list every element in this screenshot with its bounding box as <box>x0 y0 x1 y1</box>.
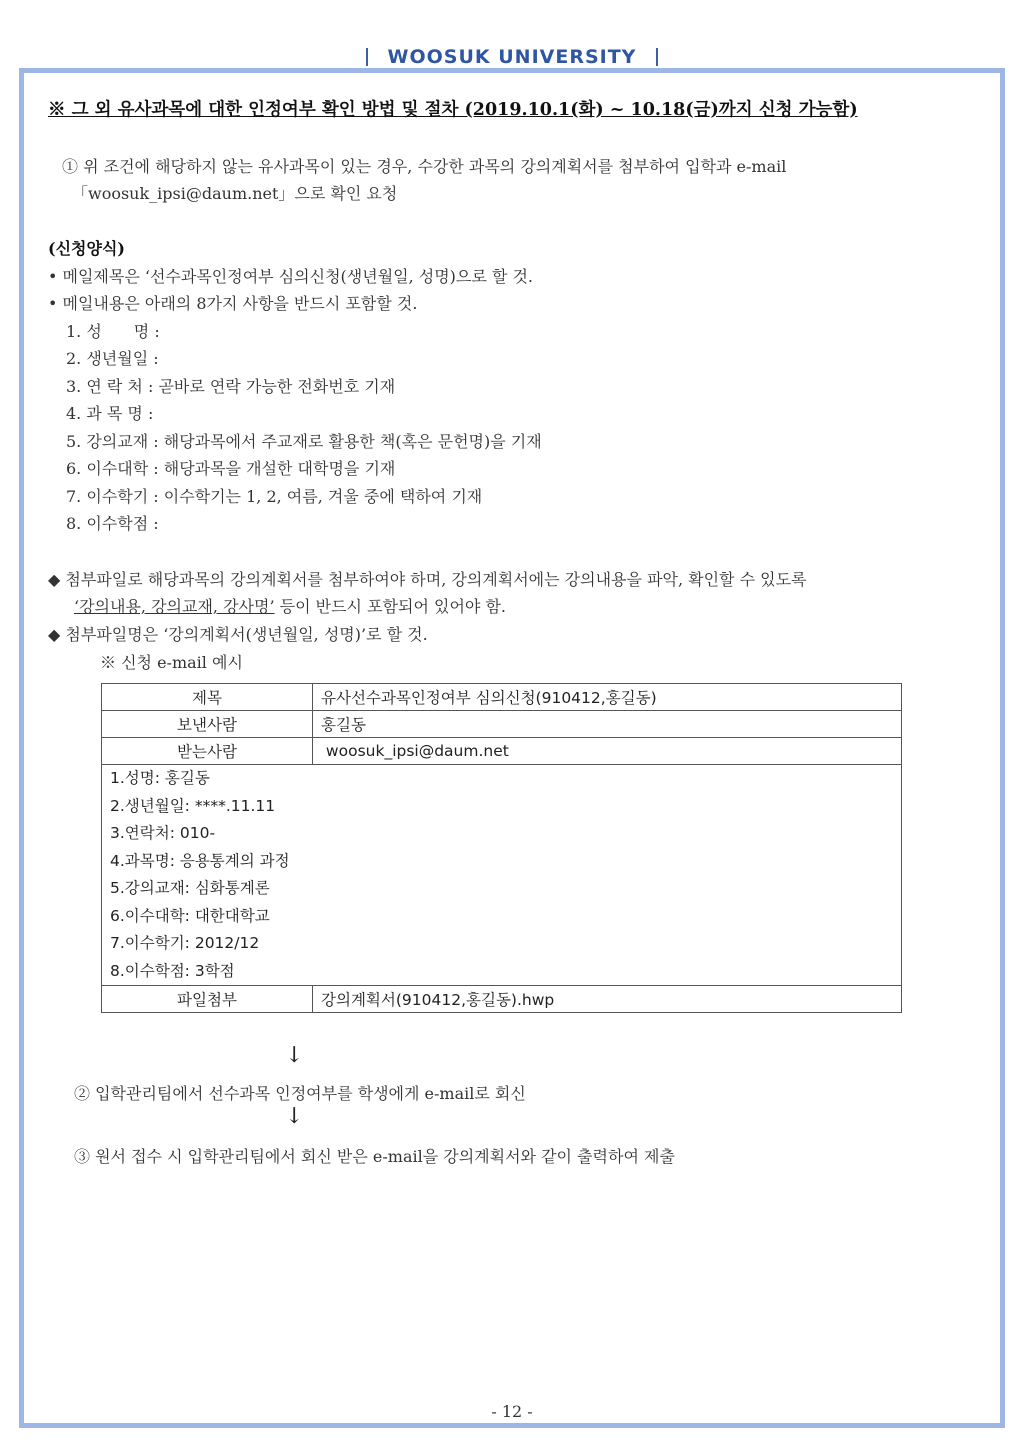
email-sender-row <box>102 711 902 738</box>
email-subject-label: 제목 <box>102 684 313 711</box>
email-recipient-label: 받는사람 <box>102 738 313 765</box>
step1-line1: ① 위 조건에 해당하지 않는 유사과목이 있는 경우, 수강한 과목의 강의계획서를 첨부하여 입학과 e-mail <box>62 157 787 176</box>
header-divider-right <box>656 48 658 66</box>
email-sender-value: 홍길동 <box>313 711 902 738</box>
email-body-line: 4.과목명: 응용통계의 과정 <box>110 851 290 870</box>
email-recipient-value: woosuk_ipsi@daum.net <box>313 738 902 765</box>
step1-line2: 「woosuk_ipsi@daum.net」으로 확인 요청 <box>72 184 398 203</box>
page-header <box>0 44 1024 70</box>
form-heading: (신청양식) <box>48 239 125 258</box>
header-divider-left <box>366 48 368 66</box>
email-sender-label: 보낸사람 <box>102 711 313 738</box>
email-recipient-row <box>102 738 902 765</box>
email-subject-value: 유사선수과목인정여부 심의신청(910412,홍길동) <box>313 684 902 711</box>
form-item-credits: 8. 이수학점 : <box>66 514 159 533</box>
down-arrow-icon: ↓ <box>285 1104 304 1129</box>
email-body-line: 7.이수학기: 2012/12 <box>110 934 260 952</box>
form-item-course-name: 4. 과 목 명 : <box>66 404 154 423</box>
form-bullet-content: • 메일내용은 아래의 8가지 사항을 반드시 포함할 것. <box>48 294 418 313</box>
form-item-semester: 7. 이수학기 : 이수학기는 1, 2, 여름, 겨울 중에 택하여 기재 <box>66 487 483 506</box>
email-body-line: 2.생년월일: ****.11.11 <box>110 796 276 815</box>
email-body-line: 1.성명: 홍길동 <box>110 769 210 787</box>
form-bullet-subject: • 메일제목은 ‘선수과목인정여부 심의신청(생년월일, 성명)으로 할 것. <box>48 267 534 286</box>
email-attachment-label: 파일첨부 <box>102 986 313 1013</box>
email-body-line: 6.이수대학: 대한대학교 <box>110 906 270 925</box>
email-subject-row <box>102 684 902 711</box>
form-item-birthdate: 2. 생년월일 : <box>66 349 159 368</box>
note-attachment-line2 <box>74 594 506 617</box>
form-item-university: 6. 이수대학 : 해당과목을 개설한 대학명을 기재 <box>66 459 396 478</box>
down-arrow-icon: ↓ <box>285 1043 304 1068</box>
note-attachment-line1: ◆ 첨부파일로 해당과목의 강의계획서를 첨부하여야 하며, 강의계획서에는 강의내용을 파악, 확인할 수 있도록 <box>48 570 807 589</box>
email-body-line: 5.강의교재: 심화통계론 <box>110 879 270 897</box>
email-body-line: 3.연락처: 010- <box>110 824 216 842</box>
university-name: WOOSUK UNIVERSITY <box>387 46 637 68</box>
step3-text: ③ 원서 접수 시 입학관리팀에서 회신 받은 e-mail을 강의계획서와 같이 출력하여 제출 <box>74 1147 675 1166</box>
form-item-contact: 3. 연 락 처 : 곧바로 연락 가능한 전화번호 기재 <box>66 377 396 396</box>
email-body <box>102 765 902 986</box>
form-item-textbook: 5. 강의교재 : 해당과목에서 주교재로 활용한 책(혹은 문헌명)을 기재 <box>66 432 542 451</box>
example-caption: ※ 신청 e-mail 예시 <box>100 653 243 672</box>
note-required-items: ‘강의내용, 강의교재, 강사명’ <box>74 597 275 616</box>
step2-text: ② 입학관리팀에서 선수과목 인정여부를 학생에게 e-mail로 회신 <box>74 1084 526 1103</box>
section-title: ※ 그 외 유사과목에 대한 인정여부 확인 방법 및 절차 (2019.10.1(화) ~ 10.18(금)까지 신청 가능함) <box>48 100 858 120</box>
note-filename: ◆ 첨부파일명은 ‘강의계획서(생년월일, 성명)’로 할 것. <box>48 625 428 644</box>
note-attachment-line2-rest: 등이 반드시 포함되어 있어야 함. <box>274 597 506 616</box>
email-body-line: 8.이수학점: 3학점 <box>110 961 235 980</box>
email-attachment-value: 강의계획서(910412,홍길동).hwp <box>313 986 902 1013</box>
example-email-table <box>101 683 902 1013</box>
email-body-row <box>102 765 902 986</box>
page-number: - 12 - <box>491 1402 533 1421</box>
email-attachment-row <box>102 986 902 1013</box>
form-item-name: 1. 성 명 : <box>66 322 160 341</box>
